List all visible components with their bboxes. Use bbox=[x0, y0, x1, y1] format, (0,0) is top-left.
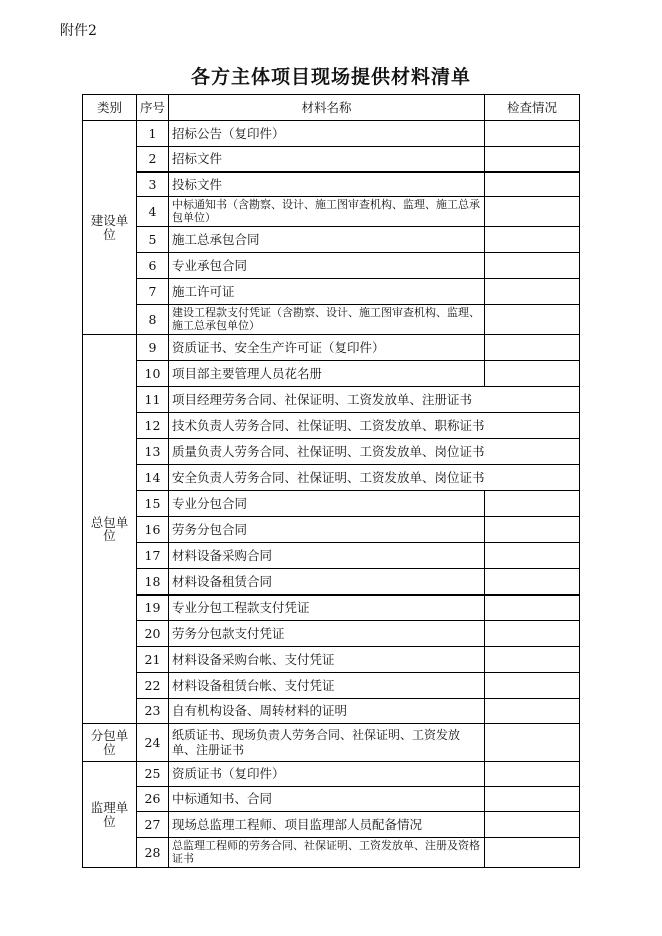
check-cell[interactable] bbox=[485, 121, 580, 147]
material-name: 材料设备租赁台帐、支付凭证 bbox=[169, 673, 485, 699]
header-material: 材料名称 bbox=[169, 95, 485, 121]
table-row bbox=[83, 595, 580, 621]
row-number: 8 bbox=[137, 305, 169, 335]
check-cell[interactable] bbox=[485, 172, 580, 197]
row-number: 17 bbox=[137, 543, 169, 569]
table-row bbox=[83, 387, 580, 413]
row-number: 1 bbox=[137, 121, 169, 147]
category-supervision-unit: 监理单位 bbox=[83, 762, 137, 868]
row-number: 11 bbox=[137, 387, 169, 413]
material-name: 招标公告（复印件） bbox=[169, 121, 485, 147]
table-row bbox=[83, 361, 580, 387]
table-row bbox=[83, 413, 580, 439]
check-cell[interactable] bbox=[485, 838, 580, 868]
row-number: 18 bbox=[137, 569, 169, 595]
table-row bbox=[83, 647, 580, 673]
category-subcontractor: 分包单位 bbox=[83, 724, 137, 762]
material-name: 材料设备采购合同 bbox=[169, 543, 485, 569]
material-name: 劳务分包款支付凭证 bbox=[169, 621, 485, 647]
material-name: 投标文件 bbox=[169, 172, 485, 197]
table-row bbox=[83, 569, 580, 595]
header-check: 检查情况 bbox=[485, 95, 580, 121]
check-cell[interactable] bbox=[485, 305, 580, 335]
row-number: 16 bbox=[137, 517, 169, 543]
row-number: 15 bbox=[137, 491, 169, 517]
table-row bbox=[83, 762, 580, 787]
table-row bbox=[83, 517, 580, 543]
check-cell[interactable] bbox=[485, 361, 580, 387]
check-cell[interactable] bbox=[485, 673, 580, 699]
table-row bbox=[83, 699, 580, 724]
row-number: 9 bbox=[137, 335, 169, 361]
row-number: 5 bbox=[137, 227, 169, 253]
category-construction-unit: 建设单位 bbox=[83, 121, 137, 335]
check-cell[interactable] bbox=[485, 227, 580, 253]
materials-table bbox=[82, 94, 580, 868]
row-number: 7 bbox=[137, 279, 169, 305]
table-row bbox=[83, 279, 580, 305]
material-name: 专业分包工程款支付凭证 bbox=[169, 595, 485, 621]
row-number: 10 bbox=[137, 361, 169, 387]
check-cell[interactable] bbox=[485, 569, 580, 595]
material-name: 纸质证书、现场负责人劳务合同、社保证明、工资发放单、注册证书 bbox=[169, 724, 485, 762]
material-name: 中标通知书、合同 bbox=[169, 787, 485, 812]
material-name: 安全负责人劳务合同、社保证明、工资发放单、岗位证书 bbox=[169, 465, 580, 491]
material-name: 现场总监理工程师、项目监理部人员配备情况 bbox=[169, 812, 485, 838]
category-general-contractor: 总包单位 bbox=[83, 335, 137, 724]
material-name: 资质证书（复印件） bbox=[169, 762, 485, 787]
check-cell[interactable] bbox=[485, 491, 580, 517]
table-row bbox=[83, 197, 580, 227]
check-cell[interactable] bbox=[485, 647, 580, 673]
material-name: 施工许可证 bbox=[169, 279, 485, 305]
material-name: 专业承包合同 bbox=[169, 253, 485, 279]
row-number: 3 bbox=[137, 172, 169, 197]
material-name: 资质证书、安全生产许可证（复印件） bbox=[169, 335, 485, 361]
row-number: 12 bbox=[137, 413, 169, 439]
row-number: 14 bbox=[137, 465, 169, 491]
row-number: 26 bbox=[137, 787, 169, 812]
row-number: 20 bbox=[137, 621, 169, 647]
row-number: 27 bbox=[137, 812, 169, 838]
row-number: 2 bbox=[137, 147, 169, 172]
row-number: 6 bbox=[137, 253, 169, 279]
check-cell[interactable] bbox=[485, 253, 580, 279]
material-name: 项目经理劳务合同、社保证明、工资发放单、注册证书 bbox=[169, 387, 580, 413]
check-cell[interactable] bbox=[485, 787, 580, 812]
material-name: 招标文件 bbox=[169, 147, 485, 172]
row-number: 24 bbox=[137, 724, 169, 762]
table-row bbox=[83, 335, 580, 361]
check-cell[interactable] bbox=[485, 595, 580, 621]
table-row bbox=[83, 787, 580, 812]
material-name: 建设工程款支付凭证（含勘察、设计、施工图审查机构、监理、施工总承包单位） bbox=[169, 305, 485, 335]
material-name: 质量负责人劳务合同、社保证明、工资发放单、岗位证书 bbox=[169, 439, 580, 465]
row-number: 21 bbox=[137, 647, 169, 673]
table-row bbox=[83, 147, 580, 172]
material-name: 技术负责人劳务合同、社保证明、工资发放单、职称证书 bbox=[169, 413, 580, 439]
table-row bbox=[83, 305, 580, 335]
header-number: 序号 bbox=[137, 95, 169, 121]
material-name: 施工总承包合同 bbox=[169, 227, 485, 253]
check-cell[interactable] bbox=[485, 335, 580, 361]
check-cell[interactable] bbox=[485, 724, 580, 762]
table-row bbox=[83, 724, 580, 762]
material-name: 自有机构设备、周转材料的证明 bbox=[169, 699, 485, 724]
row-number: 19 bbox=[137, 595, 169, 621]
check-cell[interactable] bbox=[485, 543, 580, 569]
table-row bbox=[83, 172, 580, 197]
material-name: 专业分包合同 bbox=[169, 491, 485, 517]
row-number: 13 bbox=[137, 439, 169, 465]
row-number: 23 bbox=[137, 699, 169, 724]
check-cell[interactable] bbox=[485, 197, 580, 227]
material-name: 总监理工程师的劳务合同、社保证明、工资发放单、注册及资格证书 bbox=[169, 838, 485, 868]
check-cell[interactable] bbox=[485, 517, 580, 543]
table-row bbox=[83, 227, 580, 253]
check-cell[interactable] bbox=[485, 621, 580, 647]
check-cell[interactable] bbox=[485, 762, 580, 787]
attachment-label: 附件2 bbox=[60, 23, 97, 39]
table-row bbox=[83, 543, 580, 569]
table-row bbox=[83, 838, 580, 868]
table-row bbox=[83, 491, 580, 517]
material-name: 材料设备采购台帐、支付凭证 bbox=[169, 647, 485, 673]
table-row bbox=[83, 673, 580, 699]
material-name: 劳务分包合同 bbox=[169, 517, 485, 543]
material-name: 中标通知书（含勘察、设计、施工图审查机构、监理、施工总承包单位） bbox=[169, 197, 485, 227]
table-row bbox=[83, 439, 580, 465]
page-title: 各方主体项目现场提供材料清单 bbox=[190, 66, 471, 88]
table-row bbox=[83, 465, 580, 491]
row-number: 22 bbox=[137, 673, 169, 699]
check-cell[interactable] bbox=[485, 699, 580, 724]
check-cell[interactable] bbox=[485, 147, 580, 172]
material-name: 项目部主要管理人员花名册 bbox=[169, 361, 485, 387]
check-cell[interactable] bbox=[485, 812, 580, 838]
material-name: 材料设备租赁合同 bbox=[169, 569, 485, 595]
header-category: 类别 bbox=[83, 95, 137, 121]
table-header-row bbox=[83, 95, 580, 121]
table-row bbox=[83, 253, 580, 279]
row-number: 25 bbox=[137, 762, 169, 787]
check-cell[interactable] bbox=[485, 279, 580, 305]
table-row bbox=[83, 121, 580, 147]
row-number: 4 bbox=[137, 197, 169, 227]
table-row bbox=[83, 621, 580, 647]
row-number: 28 bbox=[137, 838, 169, 868]
table-row bbox=[83, 812, 580, 838]
